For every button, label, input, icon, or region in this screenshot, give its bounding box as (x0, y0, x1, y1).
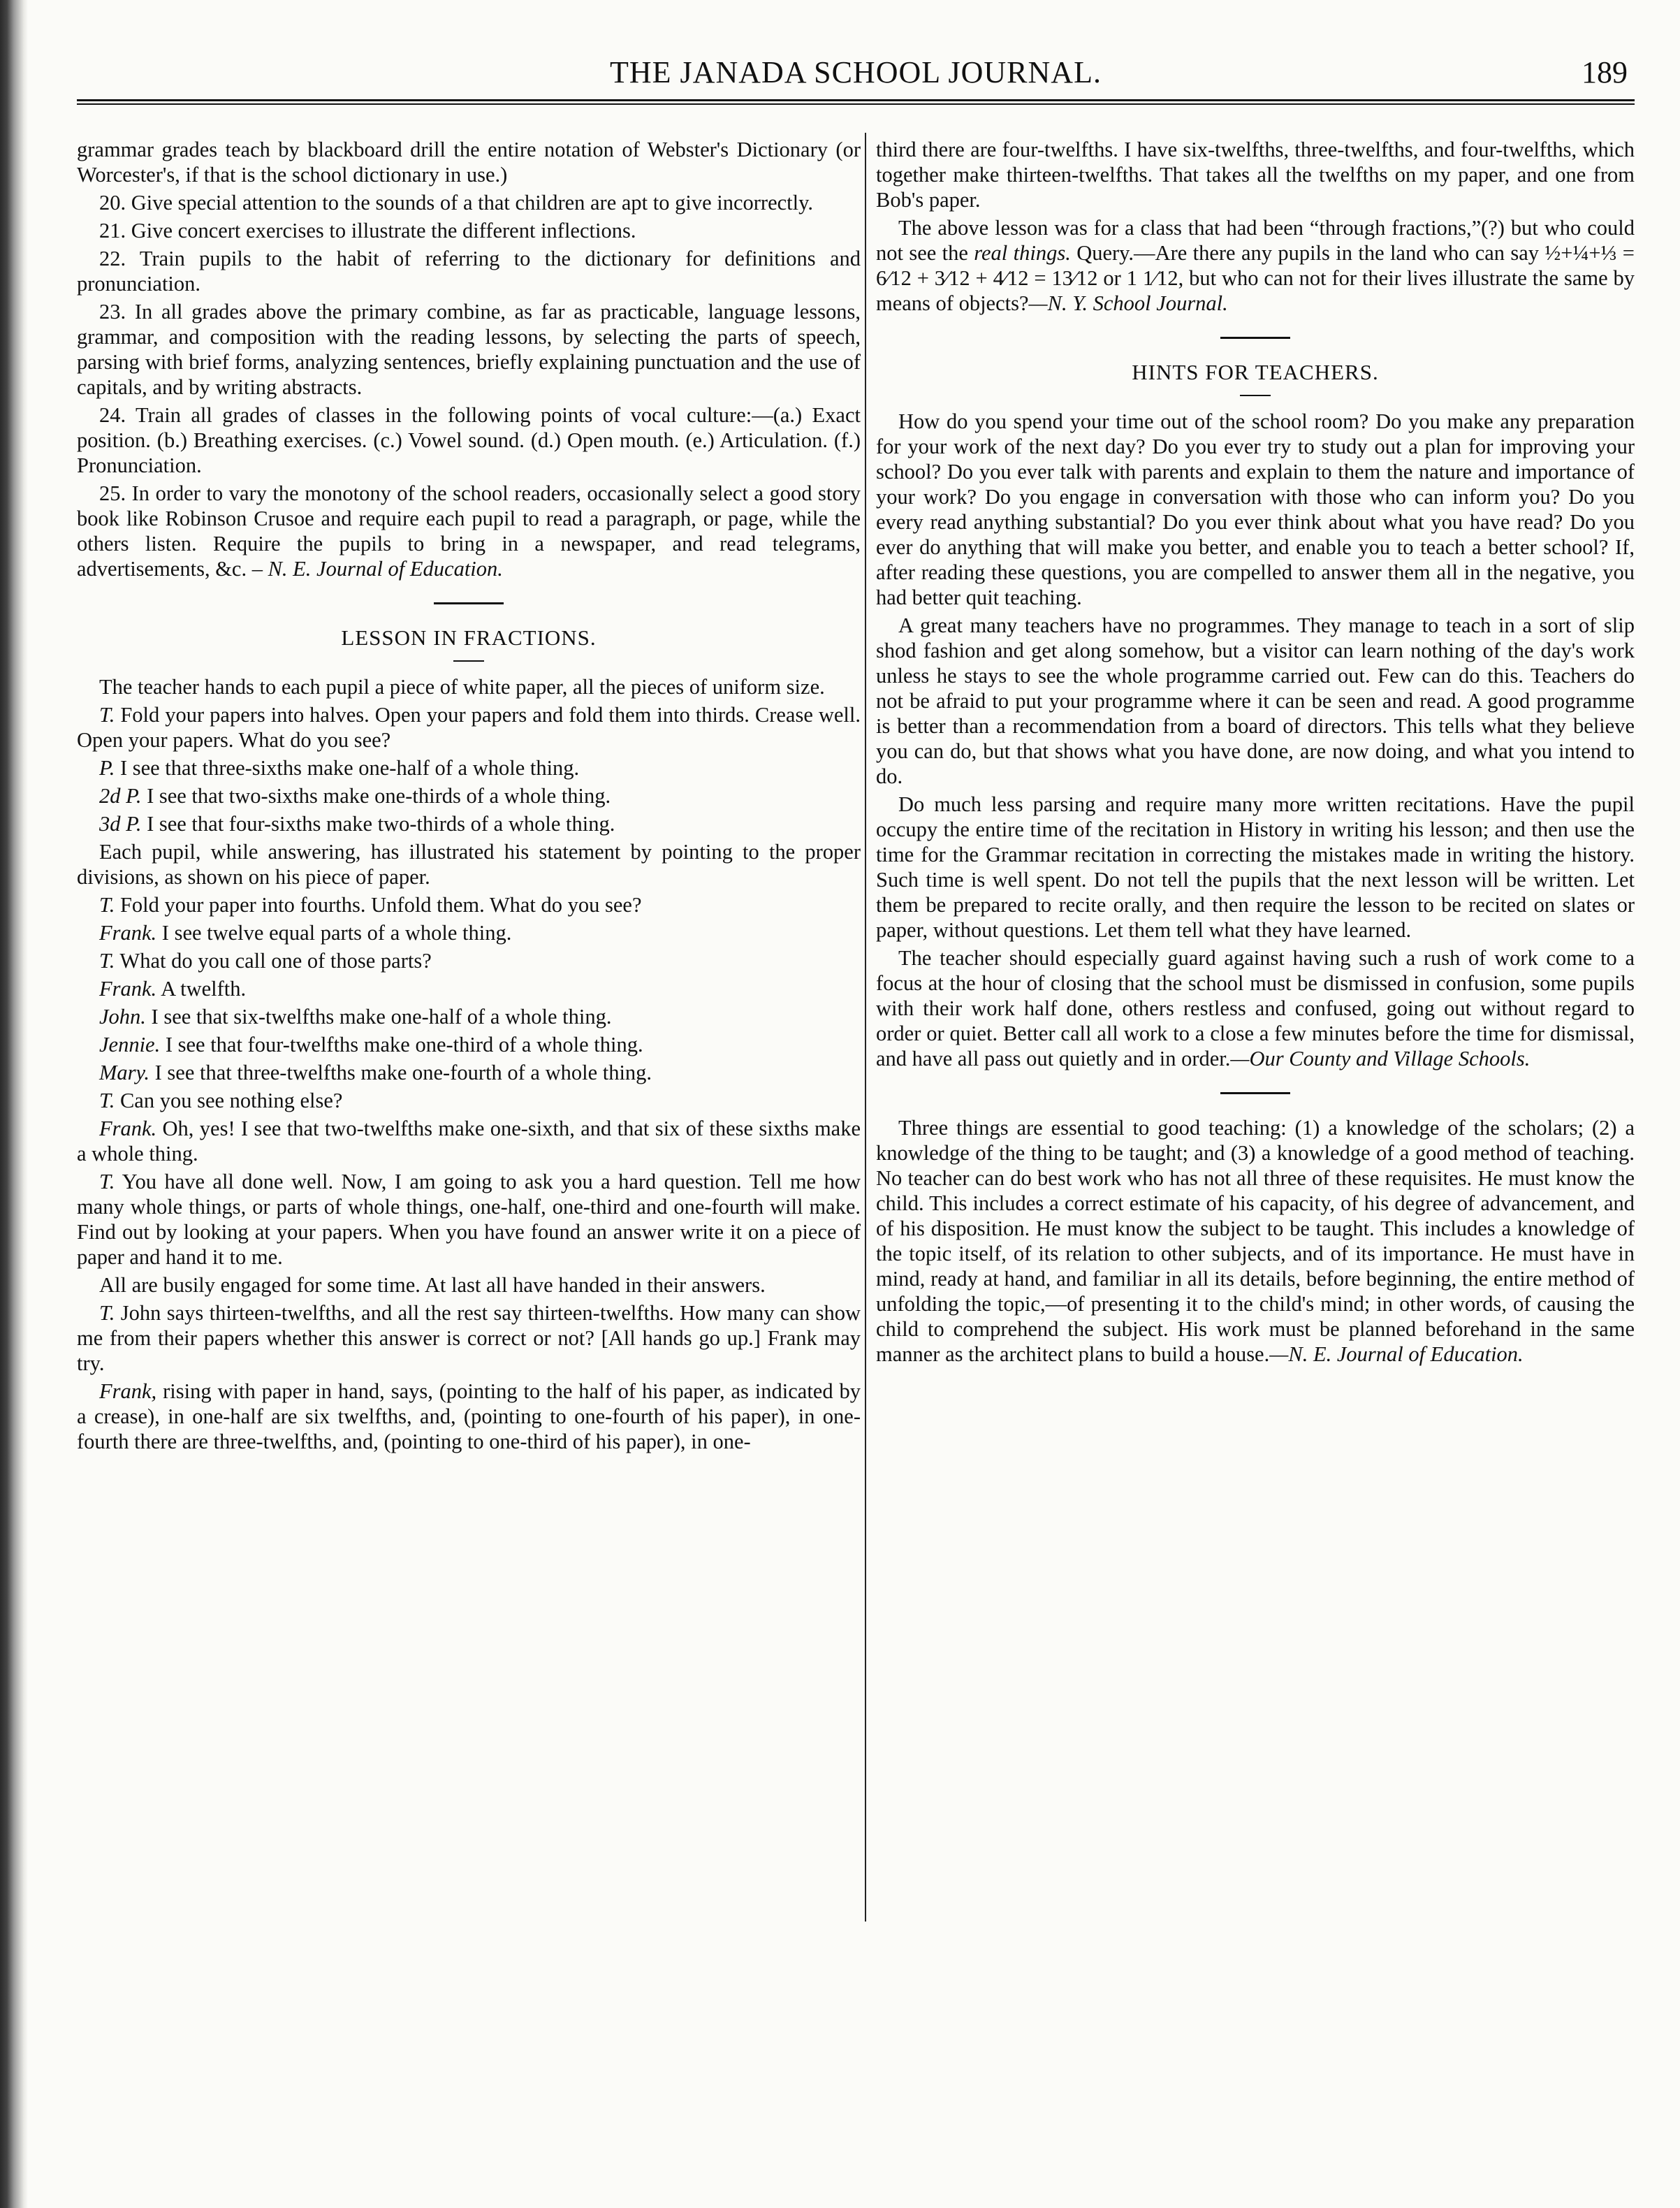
dialogue-line (77, 1004, 861, 1029)
dialogue-line (77, 892, 861, 917)
speaker: Jennie. (99, 1033, 161, 1056)
header-rule (77, 99, 1635, 105)
paragraph: All are busily engaged for some time. At last all have handed in their answers. (99, 1273, 766, 1297)
paragraph: 22. Train pupils to the habit of referring to the dictionary for definitions and pronunciation. (77, 247, 861, 296)
left-column (77, 137, 861, 2159)
dialogue-line (77, 920, 861, 945)
dialogue-text: I see that six-twelfths make one-half of a whole thing. (151, 1005, 612, 1029)
dialogue-line (77, 811, 861, 836)
journal-title: THE JANADA SCHOOL JOURNAL. (610, 55, 1102, 89)
paragraph-text: The teacher should especially guard against having such a rush of work come to a focus at the hour of closing that the school must be dismissed in confusion, some pupils with their work half done, others restless and confused, going out without regard to order or quiet. Better call all work to a close a few minutes before the time for dismissal, and have all pass out quietly and in order. (876, 946, 1635, 1070)
paragraph: How do you spend your time out of the school room? Do you make any preparation for your work of the next day? Do you ever try to study out a plan for improving your school? Do you ever talk with parents and explain to them the nature and importance of your work? Do you engage in conversation with those who can inform you? Do you every read anything substantial? Do you ever think about what you have read? Do you ever do anything that will make you better, and enable you to teach a better school? If, after reading these questions, you are compelled to answer them all in the negative, you had better quit teaching. (876, 409, 1635, 609)
dialogue-line (77, 1060, 861, 1085)
page-header (77, 55, 1635, 96)
dialogue-text: I see that four-twelfths make one-third of a whole thing. (165, 1033, 643, 1056)
dialogue-text: What do you call one of those parts? (119, 949, 432, 973)
speaker: 2d P. (99, 784, 142, 808)
dialogue-line (77, 1169, 861, 1270)
paragraph-text: 25. In order to vary the monotony of the school readers, occasionally select a good story book like Robinson Crusoe and require each pupil to read a paragraph, or page, while the others listen. Require the pupils to bring in a newspaper, and read telegrams, advertisements, &c. (77, 481, 861, 581)
speaker: Mary. (99, 1061, 150, 1084)
dialogue-text: Fold your paper into fourths. Unfold them. What do you see? (119, 893, 642, 917)
dialogue-text: Oh, yes! I see that two-twelfths make one-sixth, and that six of these sixths make a whole thing. (77, 1117, 861, 1165)
dialogue-line (77, 783, 861, 808)
speaker: Frank, (99, 1379, 157, 1403)
section-separator (1220, 337, 1290, 339)
paragraph-text: Query.—Are there any pupils in the land who can say ½+¼+⅓ = 6⁄12 + 3⁄12 + 4⁄12 = 13⁄12 or 1 1⁄12, but who can not for their lives illustrate the same by means of objects? (876, 241, 1635, 315)
paragraph: Do much less parsing and require many more written recitations. Have the pupil occupy the entire time of the recitation in History in writing his lesson; and then use the time for the Grammar recitation in correcting the mistakes made in writing the history. Such time is well spent. Do not tell the pupils that the next lesson will be written. Let them be prepared to recite orally, and then require the lesson to be recited on slates or paper, without questions. Let them tell what they have learned. (876, 792, 1635, 942)
speaker: 3d P. (99, 812, 142, 836)
dialogue-line (77, 1088, 861, 1113)
paragraph-text: The above lesson was for a class that had been “through fractions,”(?) but who could not see the (876, 216, 1635, 265)
dialogue-text: Fold your papers into halves. Open your papers and fold them into thirds. Crease well. Open your papers. What do you see? (77, 703, 861, 752)
speaker: T. (99, 1301, 115, 1325)
section-heading: HINTS FOR TEACHERS. (1132, 360, 1379, 384)
section-heading: LESSON IN FRACTIONS. (341, 625, 597, 650)
page-number: 189 (1582, 55, 1628, 89)
dialogue-line (77, 976, 861, 1001)
paragraph: grammar grades teach by blackboard drill the entire notation of Webster's Dictionary (or Worcester's, if that is the school dictionary in use.) (77, 138, 861, 187)
speaker: P. (99, 756, 115, 780)
heading-rule (453, 660, 484, 662)
dialogue-line (77, 1379, 861, 1454)
dialogue-text: I see that three-sixths make one-half of a whole thing. (119, 756, 580, 780)
emphasis: real things. (974, 241, 1071, 265)
paragraph: A great many teachers have no programmes. They manage to teach in a sort of slip shod fashion and get along somehow, but a visitor can learn nothing of the day's work unless he stays to see the whole programme carried out. Few can do this. Teachers do not be afraid to put your programme where it can be seen and read. A good programme is better than a recommendation from a board of directors. This tells what they believe you can do, but that shows what you have done, are now doing, and what you intend to do. (876, 613, 1635, 788)
dialogue-text: I see twelve equal parts of a whole thing. (161, 921, 512, 945)
speaker: T. (99, 1170, 115, 1193)
paragraph-text: Three things are essential to good teaching: (1) a knowledge of the scholars; (2) a knowledge of the thing to be taught; and (3) a knowledge of a good method of teaching. No teacher can do best work who has not all three of these requisites. He must know the child. This includes a correct estimate of his capacity, of his degree of advancement, and of his disposition. He must know the subject to be taught. This includes a knowledge of the topic itself, of its relation to other subjects, and of its importance. He must have in mind, ready at hand, and familiar in all its details, before beginning, the entire method of unfolding the topic,—of presenting it to the child's mind; in other words, of causing the child to comprehend the subject. His work must be planned beforehand in the same manner as the architect plans to build a house. (876, 1116, 1635, 1366)
dialogue-line (77, 755, 861, 780)
dialogue-text: A twelfth. (161, 977, 247, 1001)
dialogue-text: You have all done well. Now, I am going to ask you a hard question. Tell me how many whole things, or parts of whole things, one-half, one-third and one-fourth will make. Find out by looking at your papers. When you have found an answer write it on a piece of paper and hand it to me. (77, 1170, 861, 1269)
dialogue-line (77, 1032, 861, 1057)
speaker: Frank. (99, 1117, 157, 1140)
dialogue-text: Can you see nothing else? (119, 1089, 343, 1112)
speaker: T. (99, 949, 115, 973)
heading-rule (1240, 395, 1271, 396)
speaker: Frank. (99, 921, 157, 945)
dialogue-text: I see that three-twelfths make one-fourth of a whole thing. (154, 1061, 652, 1084)
dialogue-line (77, 948, 861, 973)
speaker: T. (99, 1089, 115, 1112)
paragraph: 20. Give special attention to the sounds of a that children are apt to give incorrectly. (99, 191, 813, 215)
source-citation: – N. E. Journal of Education. (251, 557, 503, 581)
dialogue-text: I see that four-sixths make two-thirds of a whole thing. (147, 812, 615, 836)
speaker: T. (99, 703, 115, 727)
paragraph: Each pupil, while answering, has illustrated his statement by pointing to the proper divisions, as shown on his piece of paper. (77, 840, 861, 889)
paragraph: The teacher hands to each pupil a piece of white paper, all the pieces of uniform size. (99, 675, 825, 699)
paragraph (876, 215, 1635, 316)
binding-edge (0, 0, 28, 2208)
speaker: T. (99, 893, 115, 917)
paragraph (77, 481, 861, 581)
dialogue-line (77, 702, 861, 753)
dialogue-text: rising with paper in hand, says, (pointing to the half of his paper, as indicated by a crease), in one-half are six twelfths, and, (pointing to one-fourth of his paper), in one-fourth there are three-twelfths, and, (pointing to one-third of his paper), in one- (77, 1379, 861, 1453)
section-separator (1220, 1092, 1290, 1094)
paragraph (876, 1115, 1635, 1367)
paragraph: 24. Train all grades of classes in the following points of vocal culture:—(a.) Exact position. (b.) Breathing exercises. (c.) Vowel sound. (d.) Open mouth. (e.) Articulation. (f.) Pronunciation. (77, 403, 861, 477)
paragraph (876, 945, 1635, 1071)
source-citation: —N. Y. School Journal. (1028, 291, 1228, 315)
dialogue-text: John says thirteen-twelfths, and all the rest say thirteen-twelfths. How many can show me from their papers whether this answer is correct or not? [All hands go up.] Frank may try. (77, 1301, 861, 1375)
column-divider (865, 133, 866, 1922)
speaker: John. (99, 1005, 146, 1029)
dialogue-text: I see that two-sixths make one-thirds of a whole thing. (147, 784, 611, 808)
right-column (876, 137, 1635, 2159)
section-separator (434, 602, 504, 604)
source-citation: —Our County and Village Schools. (1230, 1047, 1531, 1070)
speaker: Frank. (99, 977, 157, 1001)
dialogue-line (77, 1300, 861, 1376)
paragraph: third there are four-twelfths. I have six-twelfths, three-twelfths, and four-twelfths, which together make thirteen-twelfths. That takes all the twelfths on my paper, and one from Bob's paper. (876, 138, 1635, 212)
source-citation: —N. E. Journal of Education. (1269, 1342, 1524, 1366)
dialogue-line (77, 1116, 861, 1166)
paragraph: 23. In all grades above the primary combine, as far as practicable, language lessons, grammar, and composition with the reading lessons, by selecting the parts of speech, parsing with brief forms, analyzing sentences, briefly explaining punctuation and the use of capitals, and by writing abstracts. (77, 300, 861, 399)
paragraph: 21. Give concert exercises to illustrate the different inflections. (99, 219, 636, 242)
